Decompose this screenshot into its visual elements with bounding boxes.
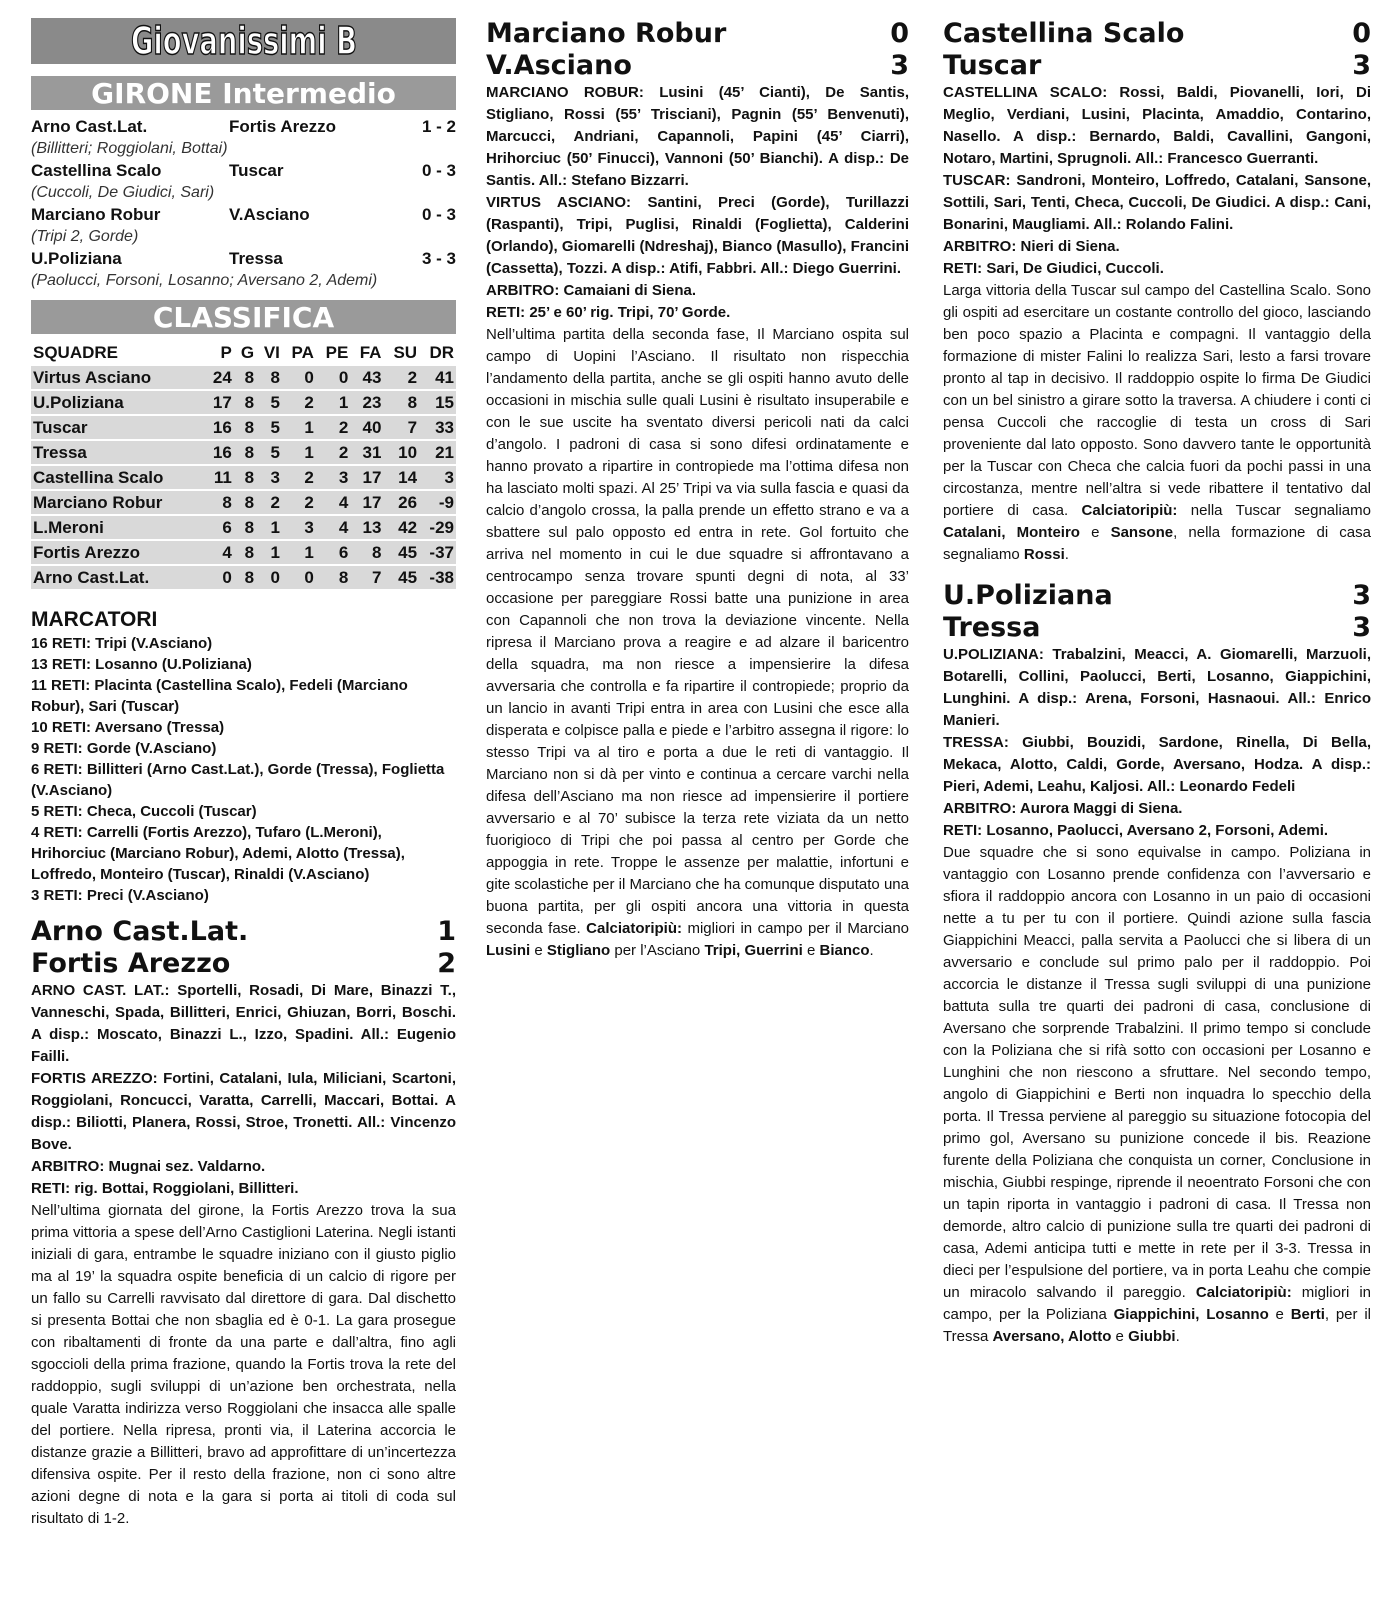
table-cell: 3 [316,465,350,490]
team-name: Tressa [31,440,204,465]
table-cell: 8 [234,440,256,465]
table-cell: 4 [316,490,350,515]
table-cell: 5 [256,440,282,465]
table-row [31,390,456,415]
score: 0 - 3 [421,205,456,224]
table-row [31,540,456,565]
table-cell: 1 [282,440,316,465]
home-score: 0 [1352,18,1371,49]
player-name: Berti [1290,1306,1325,1323]
table-cell: 41 [419,366,456,390]
away-team: Tuscar [229,161,284,180]
lineup-away: TUSCAR: Sandroni, Monteiro, Loffredo, Catalani, Sansone, Sottili, Sari, Tenti, Checa, Cuccoli, De Giudici. A disp.: Cani, Bonarini, Maugliami. All.: Rolando Falini. [943,172,1371,233]
table-cell: 43 [350,366,383,390]
home-team: Arno Cast.Lat. [31,117,148,136]
referee: ARBITRO: Mugnai sez. Valdarno. [31,1158,266,1175]
period: . [1175,1328,1180,1345]
conjunction: e [1275,1306,1284,1323]
away-team: Tressa [943,612,1041,643]
table-cell: 8 [383,390,419,415]
result-row [31,204,456,226]
table-cell: 23 [350,390,383,415]
team-name: Tuscar [31,415,204,440]
player-name: Catalani, Monteiro [943,524,1080,541]
lineup-away: FORTIS AREZZO: Fortini, Catalani, Iula, Miliciani, Scartoni, Roggiolani, Roncucci, Varatta, Carrelli, Maccari, Bottai. A disp.: Biliotti, Planera, Rossi, Stroe, Tronetti. All.: Vincenzo Bove. [31,1070,456,1153]
table-cell: 1 [282,540,316,565]
calciatori-label: Calciatoripiù: [1081,502,1178,519]
table-row [31,515,456,540]
table-cell: 8 [316,565,350,590]
conjunction: e [1115,1328,1124,1345]
calciatori-text: per l’Asciano [614,942,701,959]
lineup-home: ARNO CAST. LAT.: Sportelli, Rosadi, Di Mare, Binazzi T., Vanneschi, Spada, Billitteri, Enrici, Ghiuzan, Borri, Boschi. A disp.: Moscato, Binazzi L., Izzo, Spadini. All.: Eugenio Failli. [31,982,456,1065]
result-scorers: (Billitteri; Roggiolani, Bottai) [31,140,228,157]
girone-band [31,76,456,110]
scorers-title: MARCATORI [31,608,158,631]
referee: ARBITRO: Nieri di Siena. [943,238,1120,255]
scorer-line: 9 RETI: Gorde (V.Asciano) [31,740,217,757]
table-cell: 7 [383,415,419,440]
table-cell: 17 [204,390,234,415]
home-team: Marciano Robur [31,205,161,224]
column-header: FA [350,340,383,366]
table-cell: 2 [282,490,316,515]
lineup-away: TRESSA: Giubbi, Bouzidi, Sardone, Rinella, Di Bella, Mekaca, Alotto, Caldi, Gorde, Aversano, Hodza. A disp.: Pieri, Ademi, Leahu, Kaljosi. All.: Leonardo Fedeli [943,734,1371,795]
table-cell: 6 [204,515,234,540]
table-cell: 0 [256,565,282,590]
result-scorers: (Paolucci, Forsoni, Losanno; Aversano 2, Ademi) [31,272,378,289]
table-cell: 17 [350,490,383,515]
table-cell: 10 [383,440,419,465]
classifica-title: CLASSIFICA [152,300,335,334]
table-cell: 2 [316,440,350,465]
referee: ARBITRO: Camaiani di Siena. [486,282,697,299]
table-cell: 8 [234,490,256,515]
team-name: Fortis Arezzo [31,540,204,565]
away-team: V.Asciano [229,205,310,224]
table-cell: 24 [204,366,234,390]
table-row [31,366,456,390]
match-header-poliziana [943,580,1371,644]
report-text: Nell’ultima partita della seconda fase, Il Marciano ospita sul campo di Uopini l’Asciano. Il risultato non rispecchia l’andamento della partita, anche se gli ospiti hanno avuto delle occasioni in mischia sulle quali Lusini è risultato insuperabile e con le sue uscite ha sventato diversi pericoli nati da calci d’angolo. I padroni di casa si sono difesi ordinatamente e hanno provato a ripartire in contropiede ma l’ottima difesa non ha lasciato molti spazi. Al 25’ Tripi va via sulla fascia e quasi da calcio d’angolo crossa, la palla prende un effetto strano e va a sbattere sul palo opposto ed entra in rete. Gol fortuito che arriva nel momento in cui le due squadre si affrontavano a centrocampo senza trovare spunti degni di nota, al 33’ occasione per pareggiare Rossi batte una punizione in area con Capannoli che non trova la deviazione vincente. Nella ripresa il Marciano prova a reagire e ad alzare il baricentro della squadra, ma non riesce a impensierire la difesa avversaria che controlla e fa ripartire il contropiede; proprio da un lancio in avanti Tripi entra in area con Lusini che esce alla disperata e colpisce palla e piede e l’arbitro assegna il rigore: lo stesso Tripi va al tiro e porta a due le reti di vantaggio. Il Marciano non si dà per vinto e continua a cercare varchi nella difesa dell’Asciano ma non riesce ad impensierire il portiere avversario e al 70’ subisce la terza rete viziata da un netto fuorigioco di Tripi che poi passa al centro per Gorde che appoggia in rete. Troppe le assenze per malattie, infortuni e gite scolastiche per il Marciano che ha comunque disputato una buona partita, per gli ospiti ancora una vittoria in questa seconda fase. [486,326,909,937]
scorer-line: 4 RETI: Carrelli (Fortis Arezzo), Tufaro (L.Meroni), Hrihorciuc (Marciano Robur), Ademi, Alotto (Tressa), Loffredo, Monteiro (Tuscar), Rinaldi (V.Asciano) [31,824,405,883]
goals: RETI: rig. Bottai, Roggiolani, Billitteri. [31,1180,299,1197]
table-cell: 8 [234,415,256,440]
match-header-marciano [486,18,909,82]
table-row [31,440,456,465]
girone-title: GIRONE Intermedio [91,76,396,110]
table-cell: 3 [256,465,282,490]
table-cell: 7 [350,565,383,590]
home-team: Arno Cast.Lat. [31,916,249,947]
table-cell: 8 [350,540,383,565]
table-cell: 0 [282,565,316,590]
home-score: 3 [1352,580,1371,611]
calciatori-label: Calciatoripiù: [1195,1284,1292,1301]
report-text: Larga vittoria della Tuscar sul campo del Castellina Scalo. Sono gli ospiti ad esercitare un costante controllo del gioco, lasciando ben poco spazio a Placinta e compagni. Il vantaggio della formazione di mister Falini lo realizza Sari, lesto a farsi trovare pronto al tap in decisivo. Il raddoppio ospite lo firma De Giudici con un bel sinistro a girare sotto la traversa. A chiudere i conti ci pensa Cuccoli che raccoglie di testa un cross di Sari proveniente dal lato opposto. Sono davvero tante le opportunità per la Tuscar con Checa che calcia fuori da pochi passi in una circostanza, mentre nell’altra si vede ribattere il tentativo dal portiere di casa. [943,282,1371,519]
score: 3 - 3 [421,249,456,268]
home-team: Castellina Scalo [943,18,1185,49]
scorer-line: 11 RETI: Placinta (Castellina Scalo), Fedeli (Marciano Robur), Sari (Tuscar) [31,677,408,715]
table-cell: 31 [350,440,383,465]
table-row [31,465,456,490]
match-report [486,324,909,962]
page-title: Giovanissimi B [130,19,357,63]
match-header-castellina [943,18,1371,82]
team-name: Marciano Robur [31,490,204,515]
away-team: V.Asciano [486,50,632,81]
match-report [943,280,1371,566]
goals: RETI: 25’ e 60’ rig. Tripi, 70’ Gorde. [486,304,731,321]
table-cell: -9 [419,490,456,515]
team-name: Castellina Scalo [31,465,204,490]
calciatori-text: migliori in campo per il Marciano [687,920,910,937]
scorer-line: 10 RETI: Aversano (Tressa) [31,719,225,736]
home-team: U.Poliziana [943,580,1113,611]
table-cell: 8 [234,390,256,415]
table-cell: 11 [204,465,234,490]
column-header: PA [282,340,316,366]
team-name: Virtus Asciano [31,366,204,390]
table-cell: 4 [204,540,234,565]
player-name: Lusini [486,942,531,959]
calciatori-label: Calciatoripiù: [586,920,683,937]
standings-table [31,340,456,591]
table-cell: 45 [383,540,419,565]
home-team: U.Poliziana [31,249,122,268]
column-header: P [204,340,234,366]
table-cell: 6 [316,540,350,565]
table-cell: 3 [419,465,456,490]
column-right [943,18,1371,1348]
table-cell: 15 [419,390,456,415]
scorers-list [31,633,456,906]
report-text: Due squadre che si sono equivalse in campo. Poliziana in vantaggio con Losanno prende confidenza con l’avversario e sfiora il raddoppio ancora con Losanno in un paio di occasioni nette a tu per tu con il portiere. Quindi azione sulla fascia Giappichini Meacci, palla servita a Paolucci che si libera di un avversario e conclude sul primo palo per il raddoppio. Poi accorcia le distanze il Tressa sugli sviluppi di una punizione battuta sulla tre quarti dei padroni di casa, conclusione di Aversano che sorprende Trabalzini. Il primo tempo si conclude con la Poliziana che si rifà sotto con occasioni per Losanno e Lunghini che non riescono a sfruttare. Nel secondo tempo, angolo di Giappichini e Berti non inquadra lo specchio della porta. Il Tressa perviene al pareggio su situazione fotocopia del primo gol, Aversano su punizione concede il bis. Reazione furente della Poliziana che conquista un corner, Conclusione in mischia, Giubbi respinge, riprende il neoentrato Forsoni che con un tapin riporta in vantaggio i padroni di casa. Il Tressa non demorde, altro calcio di punizione sulla tre quarti dei padroni di casa, Ademi anticipa tutti e mette in rete per il 3-3. Tressa in dieci per l’espulsione del portiere, va in porta Leahu che compie un miracolo salvando il pareggio. [943,844,1371,1301]
result-row [31,116,456,138]
table-cell: 8 [234,465,256,490]
scorer-line: 16 RETI: Tripi (V.Asciano) [31,635,213,652]
table-cell: 5 [256,415,282,440]
table-cell: 2 [282,390,316,415]
table-cell: -38 [419,565,456,590]
table-cell: 2 [316,415,350,440]
player-name: Bianco [819,942,870,959]
player-name: Stigliano [546,942,611,959]
lineup-home: U.POLIZIANA: Trabalzini, Meacci, A. Giomarelli, Marzuoli, Botarelli, Collini, Paolucci, Berti, Losanno, Giappichini, Lunghini. A disp.: Arena, Forsoni, Hasnaoui. All.: Enrico Manieri. [943,646,1371,729]
goals: RETI: Sari, De Giudici, Cuccoli. [943,260,1164,277]
player-name: Giappichini, Losanno [1113,1306,1269,1323]
conjunction: e [1091,524,1100,541]
table-row [31,415,456,440]
scorer-line: 6 RETI: Billitteri (Arno Cast.Lat.), Gorde (Tressa), Foglietta (V.Asciano) [31,761,445,799]
column-header: SQUADRE [31,340,204,366]
calciatori-text: nella Tuscar segnaliamo [1190,502,1371,519]
table-cell: 2 [383,366,419,390]
table-cell: 26 [383,490,419,515]
table-cell: 8 [234,366,256,390]
table-cell: 5 [256,390,282,415]
score: 1 - 2 [421,117,456,136]
table-cell: 1 [256,540,282,565]
referee: ARBITRO: Aurora Maggi di Siena. [943,800,1183,817]
conjunction: e [534,942,543,959]
lineup-home: CASTELLINA SCALO: Rossi, Baldi, Piovanelli, Iori, Di Meglio, Verdiani, Lusini, Placinta, Amaddio, Contarino, Nasello. A disp.: Bernardo, Baldi, Cavallini, Gangoni, Notaro, Martini, Sprugnoli. All.: Francesco Guerranti. [943,84,1371,167]
table-cell: 2 [256,490,282,515]
table-cell: 42 [383,515,419,540]
table-cell: -37 [419,540,456,565]
table-cell: 0 [316,366,350,390]
table-cell: 16 [204,440,234,465]
column-header: SU [383,340,419,366]
conjunction: e [806,942,816,959]
column-header: DR [419,340,456,366]
player-name: Aversano, Alotto [992,1328,1112,1345]
table-cell: 16 [204,415,234,440]
match-header-arno [31,916,456,980]
results-list [31,116,456,292]
table-cell: 1 [256,515,282,540]
result-scorers: (Tripi 2, Gorde) [31,228,139,245]
table-row [31,565,456,590]
calciatori-text: , per il Tressa [943,1306,1371,1345]
period: . [1064,546,1069,563]
team-name: Arno Cast.Lat. [31,565,204,590]
score: 0 - 3 [421,161,456,180]
match-report [943,842,1371,1348]
home-team: Castellina Scalo [31,161,162,180]
column-header: VI [256,340,282,366]
column-middle [486,18,909,962]
table-cell: 8 [234,565,256,590]
table-cell: 4 [316,515,350,540]
calciatori-text: migliori in campo, per la Poliziana [943,1284,1371,1323]
home-score: 1 [437,916,456,947]
table-cell: 8 [256,366,282,390]
table-cell: -29 [419,515,456,540]
table-cell: 0 [282,366,316,390]
away-team: Tuscar [943,50,1042,81]
period: . [869,942,874,959]
team-name: L.Meroni [31,515,204,540]
table-cell: 1 [282,415,316,440]
away-team: Fortis Arezzo [229,117,337,136]
lineup-away: VIRTUS ASCIANO: Santini, Preci (Gorde), Turillazzi (Raspanti), Tripi, Puglisi, Rinaldi (Foglietta), Calderini (Orlando), Giomarelli (Ndreshaj), Bianco (Masullo), Francini (Cassetta), Tozzi. A disp.: Atifi, Fabbri. All.: Diego Guerrini. [486,194,909,277]
column-header: G [234,340,256,366]
table-cell: 33 [419,415,456,440]
team-name: U.Poliziana [31,390,204,415]
table-row [31,490,456,515]
scorer-line: 13 RETI: Losanno (U.Poliziana) [31,656,252,673]
table-cell: 0 [204,565,234,590]
lineup-home: MARCIANO ROBUR: Lusini (45’ Cianti), De Santis, Stigliano, Rossi (55’ Trisciani), Pagnin (55’ Benvenuti), Marcucci, Andriani, Capannoli, Papini (45’ Ciarri), Hrihorciuc (50’ Finucci), Vannoni (50’ Bianchi). A disp.: De Santis. All.: Stefano Bizzarri. [486,84,909,189]
result-scorers: (Cuccoli, De Giudici, Sari) [31,184,215,201]
table-cell: 8 [234,515,256,540]
player-name: Tripi, Guerrini [704,942,803,959]
player-name: Rossi [1023,546,1065,563]
home-team: Marciano Robur [486,18,727,49]
result-row [31,160,456,182]
player-name: Sansone [1110,524,1174,541]
away-score: 3 [1352,612,1371,643]
table-cell: 1 [316,390,350,415]
table-cell: 13 [350,515,383,540]
match-report: Nell’ultima giornata del girone, la Fortis Arezzo trova la sua prima vittoria a spese dell’Arno Castiglioni Laterina. Negli istanti iniziali di gara, entrambe le squadre iniziano con il giusto piglio ma al 19’ la squadra ospite beneficia di un calcio di rigore per un fallo su Carrelli ravvisato dal direttore di gara. Dal dischetto si presenta Bottai che non sbaglia ed è 0-1. La gara prosegue con ribaltamenti di fronte da una parte e dall’altra, fino agli sgoccioli della prima frazione, quando la Fortis trova la rete del raddoppio, sugli sviluppi di un’azione ben orchestrata, nella quale Varatta indirizza verso Roggiolani che insacca alle spalle del portiere. Nella ripresa, pronti via, il Laterina accorcia le distanze grazie a Billitteri, bravo ad approfittare di un’incertezza difensiva ospite. Per il resto della frazione, non ci sono altre azioni degne di nota e la gara si porta ai titoli di coda sul risultato di 1-2. [31,1202,456,1527]
result-row [31,248,456,270]
standings-header [31,340,456,366]
table-cell: 3 [282,515,316,540]
section-title [31,18,456,64]
calciatori-text: , nella formazione di casa segnaliamo [943,524,1371,563]
column-header: PE [316,340,350,366]
away-score: 3 [1352,50,1371,81]
scorer-line: 5 RETI: Checa, Cuccoli (Tuscar) [31,803,257,820]
home-score: 0 [890,18,909,49]
table-cell: 8 [234,540,256,565]
table-cell: 45 [383,565,419,590]
column-left [31,18,456,1530]
away-score: 2 [437,948,456,979]
player-name: Giubbi [1128,1328,1176,1345]
classifica-band [31,300,456,334]
table-cell: 21 [419,440,456,465]
away-score: 3 [890,50,909,81]
table-cell: 14 [383,465,419,490]
table-cell: 2 [282,465,316,490]
table-cell: 40 [350,415,383,440]
table-cell: 17 [350,465,383,490]
goals: RETI: Losanno, Paolucci, Aversano 2, Forsoni, Ademi. [943,822,1329,839]
scorer-line: 3 RETI: Preci (V.Asciano) [31,887,209,904]
away-team: Fortis Arezzo [31,948,231,979]
away-team: Tressa [229,249,283,268]
table-cell: 8 [204,490,234,515]
